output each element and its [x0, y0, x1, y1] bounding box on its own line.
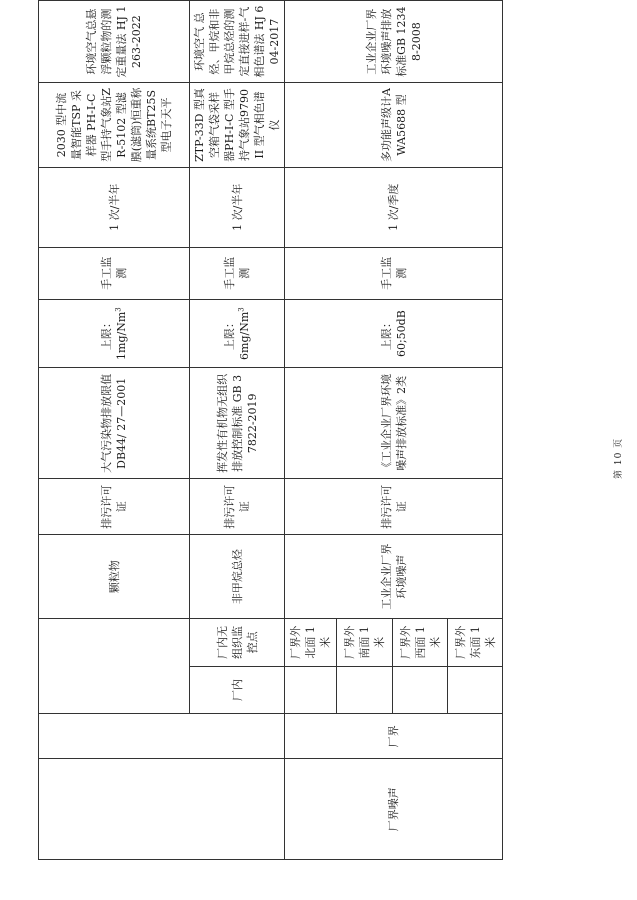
- table-row: [285, 1, 337, 860]
- limit-superscript: 3: [114, 307, 123, 312]
- method-cell: 手工监测: [39, 247, 190, 299]
- limit-cell: [285, 299, 503, 368]
- frequency-cell: 1 次/季度: [285, 167, 503, 247]
- source-cell: 排污许可证: [190, 479, 285, 535]
- source-cell: 排污许可证: [39, 479, 190, 535]
- empty-cell: [39, 759, 285, 860]
- method-cell: 手工监测: [190, 247, 285, 299]
- limit-superscript: 3: [237, 307, 246, 312]
- limit-label: 上限：: [100, 317, 113, 351]
- instrument-cell: 多功能声级计AWA5688 型: [285, 83, 503, 167]
- empty-cell: [39, 618, 190, 713]
- empty-cell: [285, 666, 337, 714]
- category-noise: 厂界噪声: [285, 759, 503, 860]
- point-inside: 厂内无组织监控点: [190, 618, 285, 666]
- empty-cell: [337, 666, 393, 714]
- boundary-point: 厂界外西面 1 米: [393, 618, 448, 666]
- analysis-cell: 环境空气 总烃、甲烷和非甲烷总烃的测定直接进样-气相色谱法 HJ 604-2017: [190, 1, 285, 83]
- empty-cell: [39, 714, 285, 759]
- analysis-cell: 工业企业厂界环境噪声排放标准GB 12348-2008: [285, 1, 503, 83]
- monitoring-table: [38, 0, 503, 860]
- limit-value: 60;50dB: [394, 310, 408, 358]
- instrument-cell: 2030 型中流量智能TSP 采样器 PH-I-C 型手持气象站ZR-5102 型滤膜(滤筒)恒重称量系统BT25S 型电子天平: [39, 83, 190, 167]
- standard-cell: 《工业企业厂界环境噪声排放标准》2类: [285, 368, 503, 479]
- empty-cell: [448, 666, 503, 714]
- table-row: [39, 1, 190, 860]
- page-number: 第 10 页: [614, 437, 624, 479]
- indicator-cell: 工业企业厂界环境噪声: [285, 535, 503, 619]
- boundary-point: 厂界外北面 1 米: [285, 618, 337, 666]
- frequency-cell: 1 次/半年: [39, 167, 190, 247]
- limit-label: 上限：: [223, 317, 236, 351]
- limit-cell: [39, 299, 190, 368]
- analysis-cell: 环境空气总悬浮颗粒物的测定重量法 HJ 1263-2022: [39, 1, 190, 83]
- indicator-cell: 颗粒物: [39, 535, 190, 619]
- frequency-cell: 1 次/半年: [190, 167, 285, 247]
- empty-cell: [393, 666, 448, 714]
- group-inside: 厂内: [190, 666, 285, 714]
- standard-cell: 挥发性有机物无组织排放控制标准 GB 37822-2019: [190, 368, 285, 479]
- indicator-cell: 非甲烷总烃: [190, 535, 285, 619]
- limit-label: 上限：: [379, 317, 393, 351]
- instrument-cell: ZTP-33D 型真空箱气袋采样器PH-I-C 型手持气象站9790II 型气相色谱仪: [190, 83, 285, 167]
- limit-value: 6mg/Nm: [238, 311, 251, 360]
- method-cell: 手工监测: [285, 247, 503, 299]
- limit-cell: [190, 299, 285, 368]
- group-boundary: 厂界: [285, 714, 503, 759]
- source-cell: 排污许可证: [285, 479, 503, 535]
- limit-value: 1mg/Nm: [115, 311, 128, 360]
- boundary-point: 厂界外东面 1 米: [448, 618, 503, 666]
- standard-cell: 大气污染物排放限值 DB44/ 27—2001: [39, 368, 190, 479]
- boundary-point: 厂界外南面 1 米: [337, 618, 393, 666]
